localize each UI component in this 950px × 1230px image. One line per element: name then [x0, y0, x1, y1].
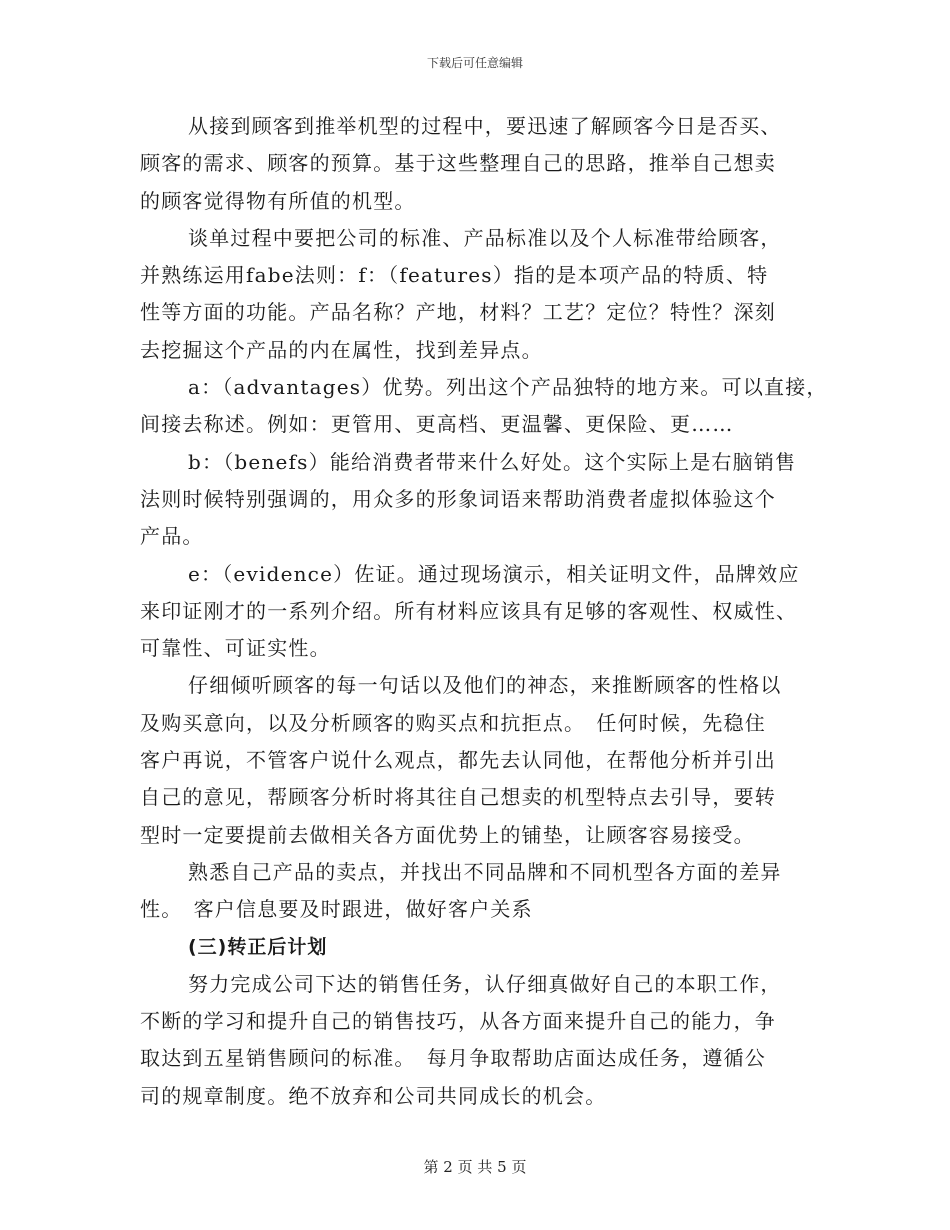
- paragraph-line: 司的规章制度。绝不放弃和公司共同成长的机会。: [140, 1083, 607, 1108]
- paragraph-line: 来印证刚才的一系列介绍。所有材料应该具有足够的客观性、权威性、: [140, 598, 798, 623]
- paragraph-line: 不断的学习和提升自己的销售技巧，从各方面来提升自己的能力，争: [140, 1009, 776, 1034]
- body-paragraph: [140, 108, 820, 220]
- body-paragraph: [140, 444, 820, 556]
- body-paragraph: [140, 556, 820, 668]
- paragraph-line: 间接去称述。例如：更管用、更高档、更温馨、更保险、更……: [140, 412, 734, 437]
- body-paragraph: [140, 220, 820, 369]
- page-number-footer: 第 2 页 共 5 页: [423, 1158, 527, 1176]
- paragraph-line: 法则时候特别强调的，用众多的形象词语来帮助消费者虚拟体验这个: [140, 486, 776, 511]
- paragraph-list: [140, 108, 828, 929]
- paragraph-line: 去挖掘这个产品的内在属性，找到差异点。: [140, 337, 543, 362]
- paragraph-line: b：（benefs）能给消费者带来什么好处。这个实际上是右脑销售: [188, 449, 797, 474]
- page-header-note: 下载后可任意编辑: [426, 56, 523, 70]
- paragraph-line: 谈单过程中要把公司的标准、产品标准以及个人标准带给顾客，: [188, 225, 782, 250]
- paragraph-line: 努力完成公司下达的销售任务，认仔细真做好自己的本职工作，: [188, 971, 782, 996]
- closing-paragraph-container: [140, 966, 820, 1115]
- body-paragraph: [140, 667, 820, 853]
- paragraph-line: e：（evidence）佐证。通过现场演示，相关证明文件，品牌效应: [188, 561, 800, 586]
- paragraph-line: 性。 客户信息要及时跟进，做好客户关系: [140, 897, 533, 922]
- paragraph-line: 从接到顾客到推举机型的过程中，要迅速了解顾客今日是否买、: [188, 114, 782, 138]
- paragraph-line: 产品。: [140, 524, 204, 549]
- paragraph-line: 型时一定要提前去做相关各方面优势上的铺垫，让顾客容易接受。: [140, 822, 755, 847]
- paragraph-line: 及购买意向，以及分析顾客的购买点和抗拒点。 任何时候，先稳住: [140, 710, 766, 735]
- document-body: [140, 108, 828, 1115]
- paragraph-line: 仔细倾听顾客的每一句话以及他们的神态，来推断顾客的性格以: [188, 673, 782, 698]
- paragraph-line: 自己的意见，帮顾客分析时将其往自己想卖的机型特点去引导，要转: [140, 785, 776, 810]
- paragraph-line: 客户再说，不管客户说什么观点，都先去认同他，在帮他分析并引出: [140, 748, 776, 773]
- body-paragraph: [140, 369, 828, 444]
- closing-paragraph: [140, 966, 820, 1115]
- paragraph-line: a：（advantages）优势。列出这个产品独特的地方来。可以直接，: [188, 375, 828, 400]
- section-heading: (三)转正后计划: [188, 935, 328, 958]
- paragraph-line: 顾客的需求、顾客的预算。基于这些整理自己的思路，推举自己想卖: [140, 151, 776, 176]
- paragraph-line: 熟悉自己产品的卖点，并找出不同品牌和不同机型各方面的差异: [188, 859, 782, 884]
- paragraph-line: 并熟练运用fabe法则：f：（features）指的是本项产品的特质、特: [140, 263, 769, 288]
- paragraph-line: 性等方面的功能。产品名称？产地，材料？工艺？定位？特性？深刻: [140, 300, 776, 325]
- paragraph-line: 可靠性、可证实性。: [140, 636, 331, 661]
- paragraph-line: 的顾客觉得物有所值的机型。: [140, 188, 416, 213]
- body-paragraph: [140, 854, 820, 929]
- paragraph-line: 取达到五星销售顾问的标准。 每月争取帮助店面达成任务，遵循公: [140, 1046, 766, 1071]
